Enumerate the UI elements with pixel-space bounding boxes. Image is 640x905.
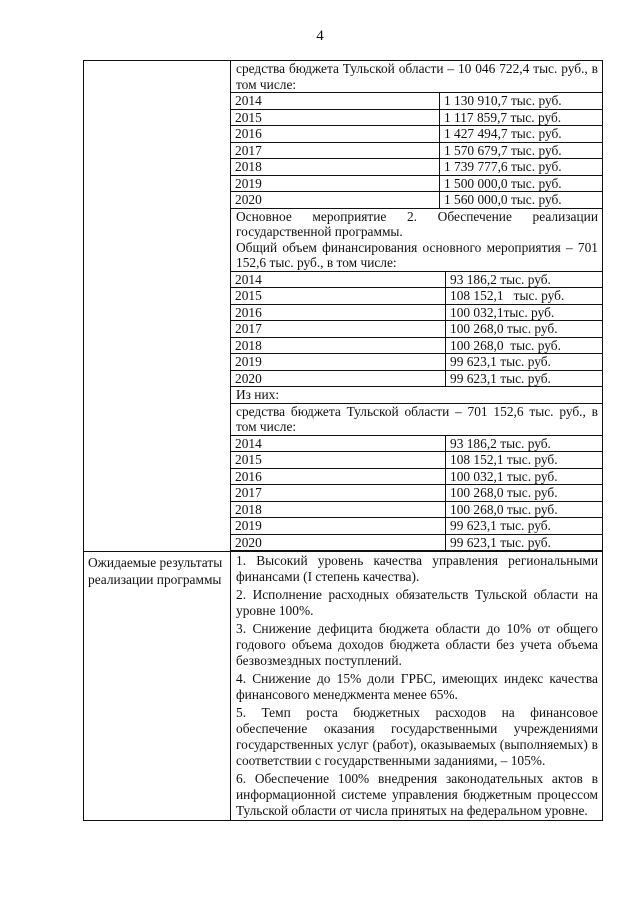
year-cell: 2017: [231, 321, 446, 338]
table-row: [231, 485, 602, 502]
table-row: [231, 518, 602, 535]
amount-cell: 93 186,2 тыс. руб.: [446, 271, 603, 288]
amount-cell: 99 623,1 тыс. руб.: [446, 354, 603, 371]
block3-of-which: Из них:: [236, 387, 280, 402]
result-item: 6. Обеспечение 100% внедрения законодательных актов в информационной системе управления бюджетным процессом Тульской области от числа принятых на федеральном уровне.: [236, 771, 598, 818]
table-row: [231, 354, 602, 371]
amount-cell: 1 560 000,0 тыс. руб.: [440, 192, 603, 209]
results-row: [84, 552, 603, 821]
block1-intro: средства бюджета Тульской области – 10 046 722,4 тыс. руб., в том числе:: [236, 61, 598, 92]
result-item: 5. Темп роста бюджетных расходов на финансовое обеспечение оказания государственными учреждениями государственных услуг (работ), оказываемых (выполняемых) в соответствии с государственными заданиями, – 105%.: [236, 705, 598, 768]
year-cell: 2020: [231, 192, 440, 209]
year-cell: 2019: [231, 354, 446, 371]
year-cell: 2019: [231, 518, 446, 535]
amount-cell: 1 500 000,0 тыс. руб.: [440, 175, 603, 192]
amount-cell: 1 427 494,7 тыс. руб.: [440, 126, 603, 143]
block2-total: Общий объем финансирования основного мероприятия – 701 152,6 тыс. руб., в том числе:: [236, 239, 598, 270]
table-row: [231, 321, 602, 338]
amount-cell: 93 186,2 тыс. руб.: [446, 435, 603, 452]
year-cell: 2020: [231, 370, 446, 387]
table-row: [231, 126, 602, 143]
table-row: [231, 337, 602, 354]
year-cell: 2014: [231, 435, 446, 452]
table-row: [231, 142, 602, 159]
amount-cell: 99 623,1 тыс. руб.: [446, 370, 603, 387]
amount-cell: 100 268,0 тыс. руб.: [446, 337, 603, 354]
result-item: 3. Снижение дефицита бюджета области до 10% от общего годового объема доходов бюджета области без учета объема безвозмездных поступлений.: [236, 621, 598, 668]
table-row: [231, 534, 602, 551]
program-passport-table: [83, 60, 603, 821]
block2-title: Основное мероприятие 2. Обеспечение реализации государственной программы.: [236, 208, 598, 239]
financing-label-cell: [84, 61, 231, 552]
amount-cell: 99 623,1 тыс. руб.: [446, 534, 603, 551]
amount-cell: 100 268,0 тыс. руб.: [446, 485, 603, 502]
table-row: [231, 370, 602, 387]
amount-cell: 99 623,1 тыс. руб.: [446, 518, 603, 535]
financing-content-cell: [231, 61, 603, 552]
amount-cell: 100 032,1тыс. руб.: [446, 304, 603, 321]
results-content-cell: [231, 552, 603, 821]
year-cell: 2015: [231, 109, 440, 126]
year-cell: 2019: [231, 175, 440, 192]
year-cell: 2018: [231, 501, 446, 518]
table-row: [231, 159, 602, 176]
table-row: [231, 271, 602, 288]
result-item: 2. Исполнение расходных обязательств Тульской области на уровне 100%.: [236, 587, 598, 618]
table-row: [231, 192, 602, 209]
year-cell: 2014: [231, 271, 446, 288]
table-row: [231, 435, 602, 452]
block2-years-table: [231, 271, 602, 388]
result-item: 1. Высокий уровень качества управления региональными финансами (I степень качества).: [236, 553, 598, 584]
page-number: 4: [316, 28, 324, 44]
table-row: [231, 175, 602, 192]
year-cell: 2017: [231, 485, 446, 502]
year-cell: 2018: [231, 159, 440, 176]
amount-cell: 108 152,1 тыс. руб.: [446, 288, 603, 305]
amount-cell: 100 268,0 тыс. руб.: [446, 321, 603, 338]
block3-intro: средства бюджета Тульской области – 701 152,6 тыс. руб., в том числе:: [231, 403, 602, 435]
block3-years-table: [231, 435, 602, 552]
table-row: [231, 288, 602, 305]
amount-cell: 1 570 679,7 тыс. руб.: [440, 142, 603, 159]
year-cell: 2016: [231, 468, 446, 485]
financing-row: [84, 61, 603, 552]
results-label: Ожидаемые результаты реализации программы: [88, 555, 223, 587]
table-row: [231, 468, 602, 485]
year-cell: 2016: [231, 304, 446, 321]
amount-cell: 1 117 859,7 тыс. руб.: [440, 109, 603, 126]
results-label-cell: [84, 552, 231, 821]
year-cell: 2018: [231, 337, 446, 354]
year-cell: 2017: [231, 142, 440, 159]
year-cell: 2020: [231, 534, 446, 551]
amount-cell: 100 268,0 тыс. руб.: [446, 501, 603, 518]
result-item: 4. Снижение до 15% доли ГРБС, имеющих индекс качества финансового менеджмента менее 65%.: [236, 671, 598, 702]
table-row: [231, 109, 602, 126]
year-cell: 2015: [231, 288, 446, 305]
amount-cell: 1 739 777,6 тыс. руб.: [440, 159, 603, 176]
year-cell: 2014: [231, 93, 440, 110]
amount-cell: 100 032,1 тыс. руб.: [446, 468, 603, 485]
block1-years-table: [231, 92, 602, 209]
amount-cell: 1 130 910,7 тыс. руб.: [440, 93, 603, 110]
table-row: [231, 452, 602, 469]
table-row: [231, 304, 602, 321]
table-row: [231, 93, 602, 110]
year-cell: 2016: [231, 126, 440, 143]
table-row: [231, 501, 602, 518]
amount-cell: 108 152,1 тыс. руб.: [446, 452, 603, 469]
year-cell: 2015: [231, 452, 446, 469]
